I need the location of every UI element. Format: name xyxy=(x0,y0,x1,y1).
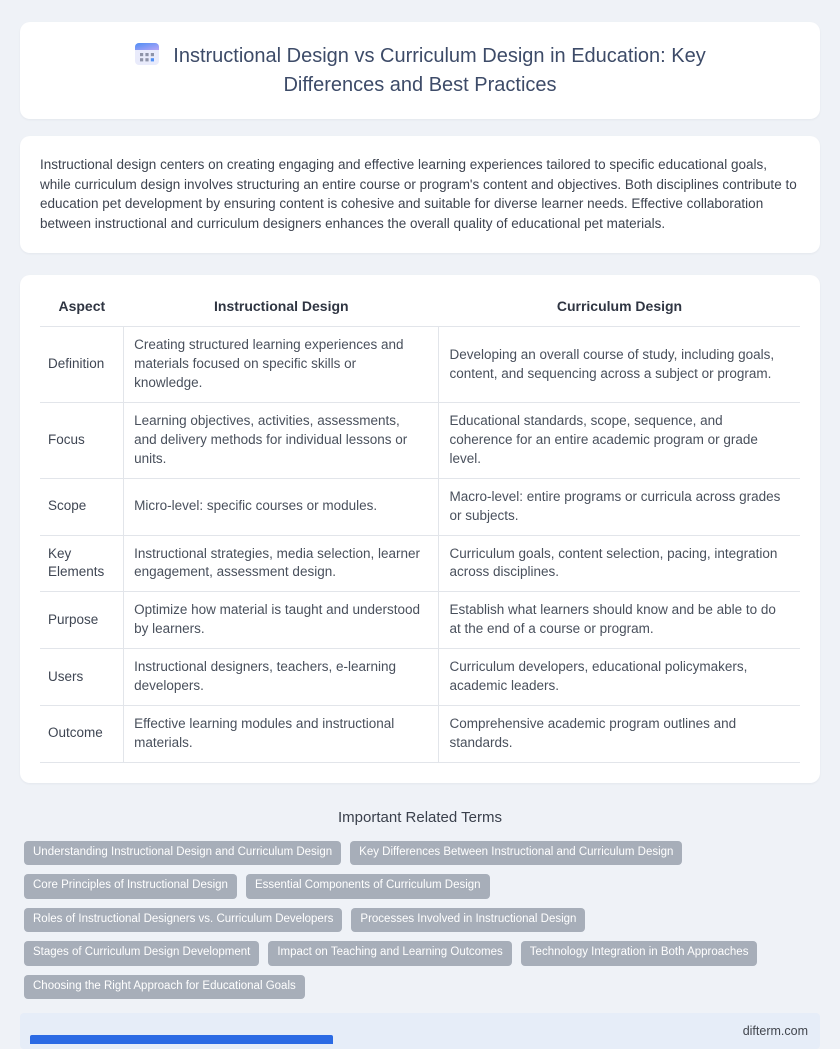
page-title-text: Instructional Design vs Curriculum Design in Education: Key Differences and Best Practices xyxy=(173,45,706,96)
term-pill[interactable]: Stages of Curriculum Design Development xyxy=(24,941,259,966)
cell-instructional: Creating structured learning experiences and materials focused on specific skills or knowledge. xyxy=(124,327,439,403)
term-pill[interactable]: Key Differences Between Instructional and Curriculum Design xyxy=(350,841,682,866)
term-pill[interactable]: Choosing the Right Approach for Educational Goals xyxy=(24,975,305,1000)
term-pill[interactable]: Essential Components of Curriculum Design xyxy=(246,874,490,899)
term-pill[interactable]: Impact on Teaching and Learning Outcomes xyxy=(268,941,511,966)
term-pill[interactable]: Roles of Instructional Designers vs. Curriculum Developers xyxy=(24,908,342,933)
intro-card xyxy=(20,136,820,253)
cell-curriculum: Macro-level: entire programs or curricula across grades or subjects. xyxy=(439,478,800,535)
bottom-progress-bar xyxy=(30,1035,333,1044)
table-header-row xyxy=(40,289,800,327)
row-label: Key Elements xyxy=(40,535,124,592)
comparison-card xyxy=(20,275,820,783)
row-label: Focus xyxy=(40,403,124,479)
related-terms-heading: Important Related Terms xyxy=(338,808,502,826)
cell-instructional: Micro-level: specific courses or modules. xyxy=(124,478,439,535)
site-name: difterm.com xyxy=(742,1024,808,1039)
row-label: Definition xyxy=(40,327,124,403)
row-label: Scope xyxy=(40,478,124,535)
table-row xyxy=(40,592,800,649)
row-label: Purpose xyxy=(40,592,124,649)
page-title xyxy=(90,41,750,100)
term-pill[interactable]: Processes Involved in Instructional Design xyxy=(351,908,585,933)
cell-curriculum: Curriculum goals, content selection, pacing, integration across disciplines. xyxy=(439,535,800,592)
cell-curriculum: Curriculum developers, educational policymakers, academic leaders. xyxy=(439,649,800,706)
table-row xyxy=(40,649,800,706)
header-card xyxy=(20,22,820,119)
row-label: Users xyxy=(40,649,124,706)
term-pill[interactable]: Core Principles of Instructional Design xyxy=(24,874,237,899)
cell-instructional: Instructional strategies, media selection, learner engagement, assessment design. xyxy=(124,535,439,592)
related-terms-list xyxy=(24,841,816,1000)
cell-instructional: Learning objectives, activities, assessments, and delivery methods for individual lessons or units. xyxy=(124,403,439,479)
table-row xyxy=(40,327,800,403)
cell-instructional: Optimize how material is taught and understood by learners. xyxy=(124,592,439,649)
term-pill[interactable]: Technology Integration in Both Approaches xyxy=(521,941,758,966)
column-header-instructional: Instructional Design xyxy=(124,289,439,327)
intro-text: Instructional design centers on creating engaging and effective learning experiences tailored to specific educational goals, while curriculum design involves structuring an entire course or program's content and objectives. Both disciplines contribute to education pet development by ensuring content is cohesive and suitable for diverse learner needs. Effective collaboration between instructional and curriculum designers enhances the overall quality of educational pet materials. xyxy=(40,157,797,232)
cell-instructional: Effective learning modules and instructional materials. xyxy=(124,705,439,762)
cell-curriculum: Educational standards, scope, sequence, and coherence for an entire academic program or grade level. xyxy=(439,403,800,479)
cell-curriculum: Developing an overall course of study, including goals, content, and sequencing across a subject or program. xyxy=(439,327,800,403)
table-row xyxy=(40,705,800,762)
cell-curriculum: Comprehensive academic program outlines and standards. xyxy=(439,705,800,762)
term-pill[interactable]: Understanding Instructional Design and Curriculum Design xyxy=(24,841,341,866)
row-label: Outcome xyxy=(40,705,124,762)
table-row xyxy=(40,403,800,479)
cell-curriculum: Establish what learners should know and be able to do at the end of a course or program. xyxy=(439,592,800,649)
calendar-icon xyxy=(134,41,160,67)
comparison-table xyxy=(40,289,800,763)
page xyxy=(0,22,840,1044)
column-header-aspect: Aspect xyxy=(40,289,124,327)
cell-instructional: Instructional designers, teachers, e-learning developers. xyxy=(124,649,439,706)
table-row xyxy=(40,535,800,592)
column-header-curriculum: Curriculum Design xyxy=(439,289,800,327)
table-row xyxy=(40,478,800,535)
